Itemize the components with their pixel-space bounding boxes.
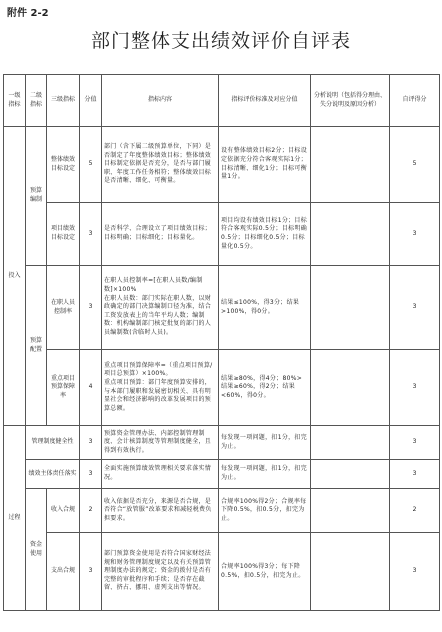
standard-cell: 每发现一项问题，扣1分，扣完为止。 [219, 426, 311, 460]
content-cell: 收入依据是否充分，来源是否合规，是否符合“放管服”改革要求和减轻税费负担要求。 [102, 489, 219, 533]
standard-cell: 合规率100%得3分；每下降0.5%，扣0.5分，扣完为止。 [219, 533, 311, 611]
table-row [4, 127, 440, 203]
header-content: 指标内容 [102, 75, 219, 127]
l2-fund: 资金使用 [26, 489, 47, 611]
attachment-label: 附件 2-2 [7, 8, 49, 19]
score-cell: 3 [80, 426, 102, 460]
header-score: 分值 [80, 75, 102, 127]
self-score-cell: 3 [390, 533, 440, 611]
l2-budget-setting: 预算编制 [26, 127, 47, 266]
self-score-cell: 3 [390, 460, 440, 489]
content-cell: 重点项目预算保障率=（重点项目预算/项目总预算）×100%。 重点项目预算：部门年度预算安排的，与本部门履职和发展密切相关、具有明显社会和经济影响的改革发展项目的预算总额。 [102, 350, 219, 426]
self-score-cell: 5 [390, 127, 440, 203]
score-cell: 3 [80, 266, 102, 350]
standard-cell: 每发现一项问题，扣1分，扣完为止。 [219, 460, 311, 489]
l1-input: 投入 [4, 127, 26, 426]
self-score-cell: 3 [390, 266, 440, 350]
content-cell: 全面实施预算绩效管理相关要求落实情况。 [102, 460, 219, 489]
l1-process: 过程 [4, 426, 26, 611]
l3-cell: 重点项目预算保障率 [47, 350, 80, 426]
l2-budget-config: 预算配置 [26, 266, 47, 426]
analysis-cell [311, 350, 390, 426]
l3-cell: 项目绩效目标设定 [47, 203, 80, 266]
header-row [4, 75, 440, 127]
header-self-score: 自评得分 [390, 75, 440, 127]
standard-cell: 结果≥80%，得4分；80%>结果≥60%，得2分；结果<60%，得0分。 [219, 350, 311, 426]
table-row [4, 489, 440, 533]
analysis-cell [311, 489, 390, 533]
content-cell: 在职人员控制率=[在职人员数/编制数]×100% 在职人员数：部门实际在职人数，以财政确定的部门决算编制口径为准，结合工资发放表上的当年平均人数；编制数：机构编制部门核定批复的部门的人员编制数(含临时人员)。 [102, 266, 219, 350]
header-level1: 一级指标 [4, 75, 26, 127]
table-row [4, 460, 440, 489]
header-standard: 指标评价标准及对应分值 [219, 75, 311, 127]
header-level3: 三级指标 [47, 75, 80, 127]
l2-mgmt: 管理制度健全性 [26, 426, 80, 460]
table-row [4, 350, 440, 426]
table-row [4, 533, 440, 611]
analysis-cell [311, 127, 390, 203]
l2-subject: 绩效主体责任落实 [26, 460, 80, 489]
table-row [4, 203, 440, 266]
header-level2: 二级指标 [26, 75, 47, 127]
self-score-cell: 3 [390, 203, 440, 266]
content-cell: 部门（含下属二级预算单位，下同）是否制定了年度整体绩效目标；整体绩效目标制定依据是否充分，是否与部门履职、年度工作任务相符；整体绩效目标是否清晰、细化、可衡量。 [102, 127, 219, 203]
content-cell: 部门预算资金使用是否符合国家财经法规和财务管理制度规定以及有关预算管理制度办法的规定；资金的拨付是否有完整的审批程序和手续；是否存在截留、挤占、挪用、虚列支出等情况。 [102, 533, 219, 611]
score-cell: 4 [80, 350, 102, 426]
standard-cell: 项目均设有绩效目标1分；目标符合客观实际0.5分；目标明确0.5分；目标细化0.5分；目标量化0.5分。 [219, 203, 311, 266]
content-cell: 预算资金管理办法、内部控制管理制度、会计核算制度等管理制度健全，且得到有效执行。 [102, 426, 219, 460]
standard-cell: 设有整体绩效目标2分；目标设定依据充分符合客观实际1分；目标清晰、细化1分；目标可衡量1分。 [219, 127, 311, 203]
analysis-cell [311, 203, 390, 266]
l3-cell: 支出合规 [47, 533, 80, 611]
l3-cell: 收入合规 [47, 489, 80, 533]
self-score-cell: 3 [390, 426, 440, 460]
l3-cell: 整体绩效目标设定 [47, 127, 80, 203]
score-cell: 3 [80, 203, 102, 266]
self-score-cell: 3 [390, 350, 440, 426]
score-cell: 5 [80, 127, 102, 203]
standard-cell: 合规率100%得2分；合规率每下降0.5%，扣0.5分，扣完为止。 [219, 489, 311, 533]
table-row [4, 266, 440, 350]
standard-cell: 结果≤100%，得3分；结果>100%，得0分。 [219, 266, 311, 350]
evaluation-table [3, 74, 440, 611]
analysis-cell [311, 533, 390, 611]
score-cell: 2 [80, 489, 102, 533]
score-cell: 3 [80, 460, 102, 489]
table-row [4, 426, 440, 460]
analysis-cell [311, 426, 390, 460]
self-score-cell: 2 [390, 489, 440, 533]
l3-cell: 在职人员控制率 [47, 266, 80, 350]
content-cell: 是否科学、合理设立了项目绩效目标；目标明确；目标细化；目标量化。 [102, 203, 219, 266]
header-analysis: 分析说明（包括得分理由、失分说明及原因分析） [311, 75, 390, 127]
score-cell: 3 [80, 533, 102, 611]
page-title: 部门整体支出绩效评价自评表 [90, 30, 351, 52]
analysis-cell [311, 460, 390, 489]
analysis-cell [311, 266, 390, 350]
